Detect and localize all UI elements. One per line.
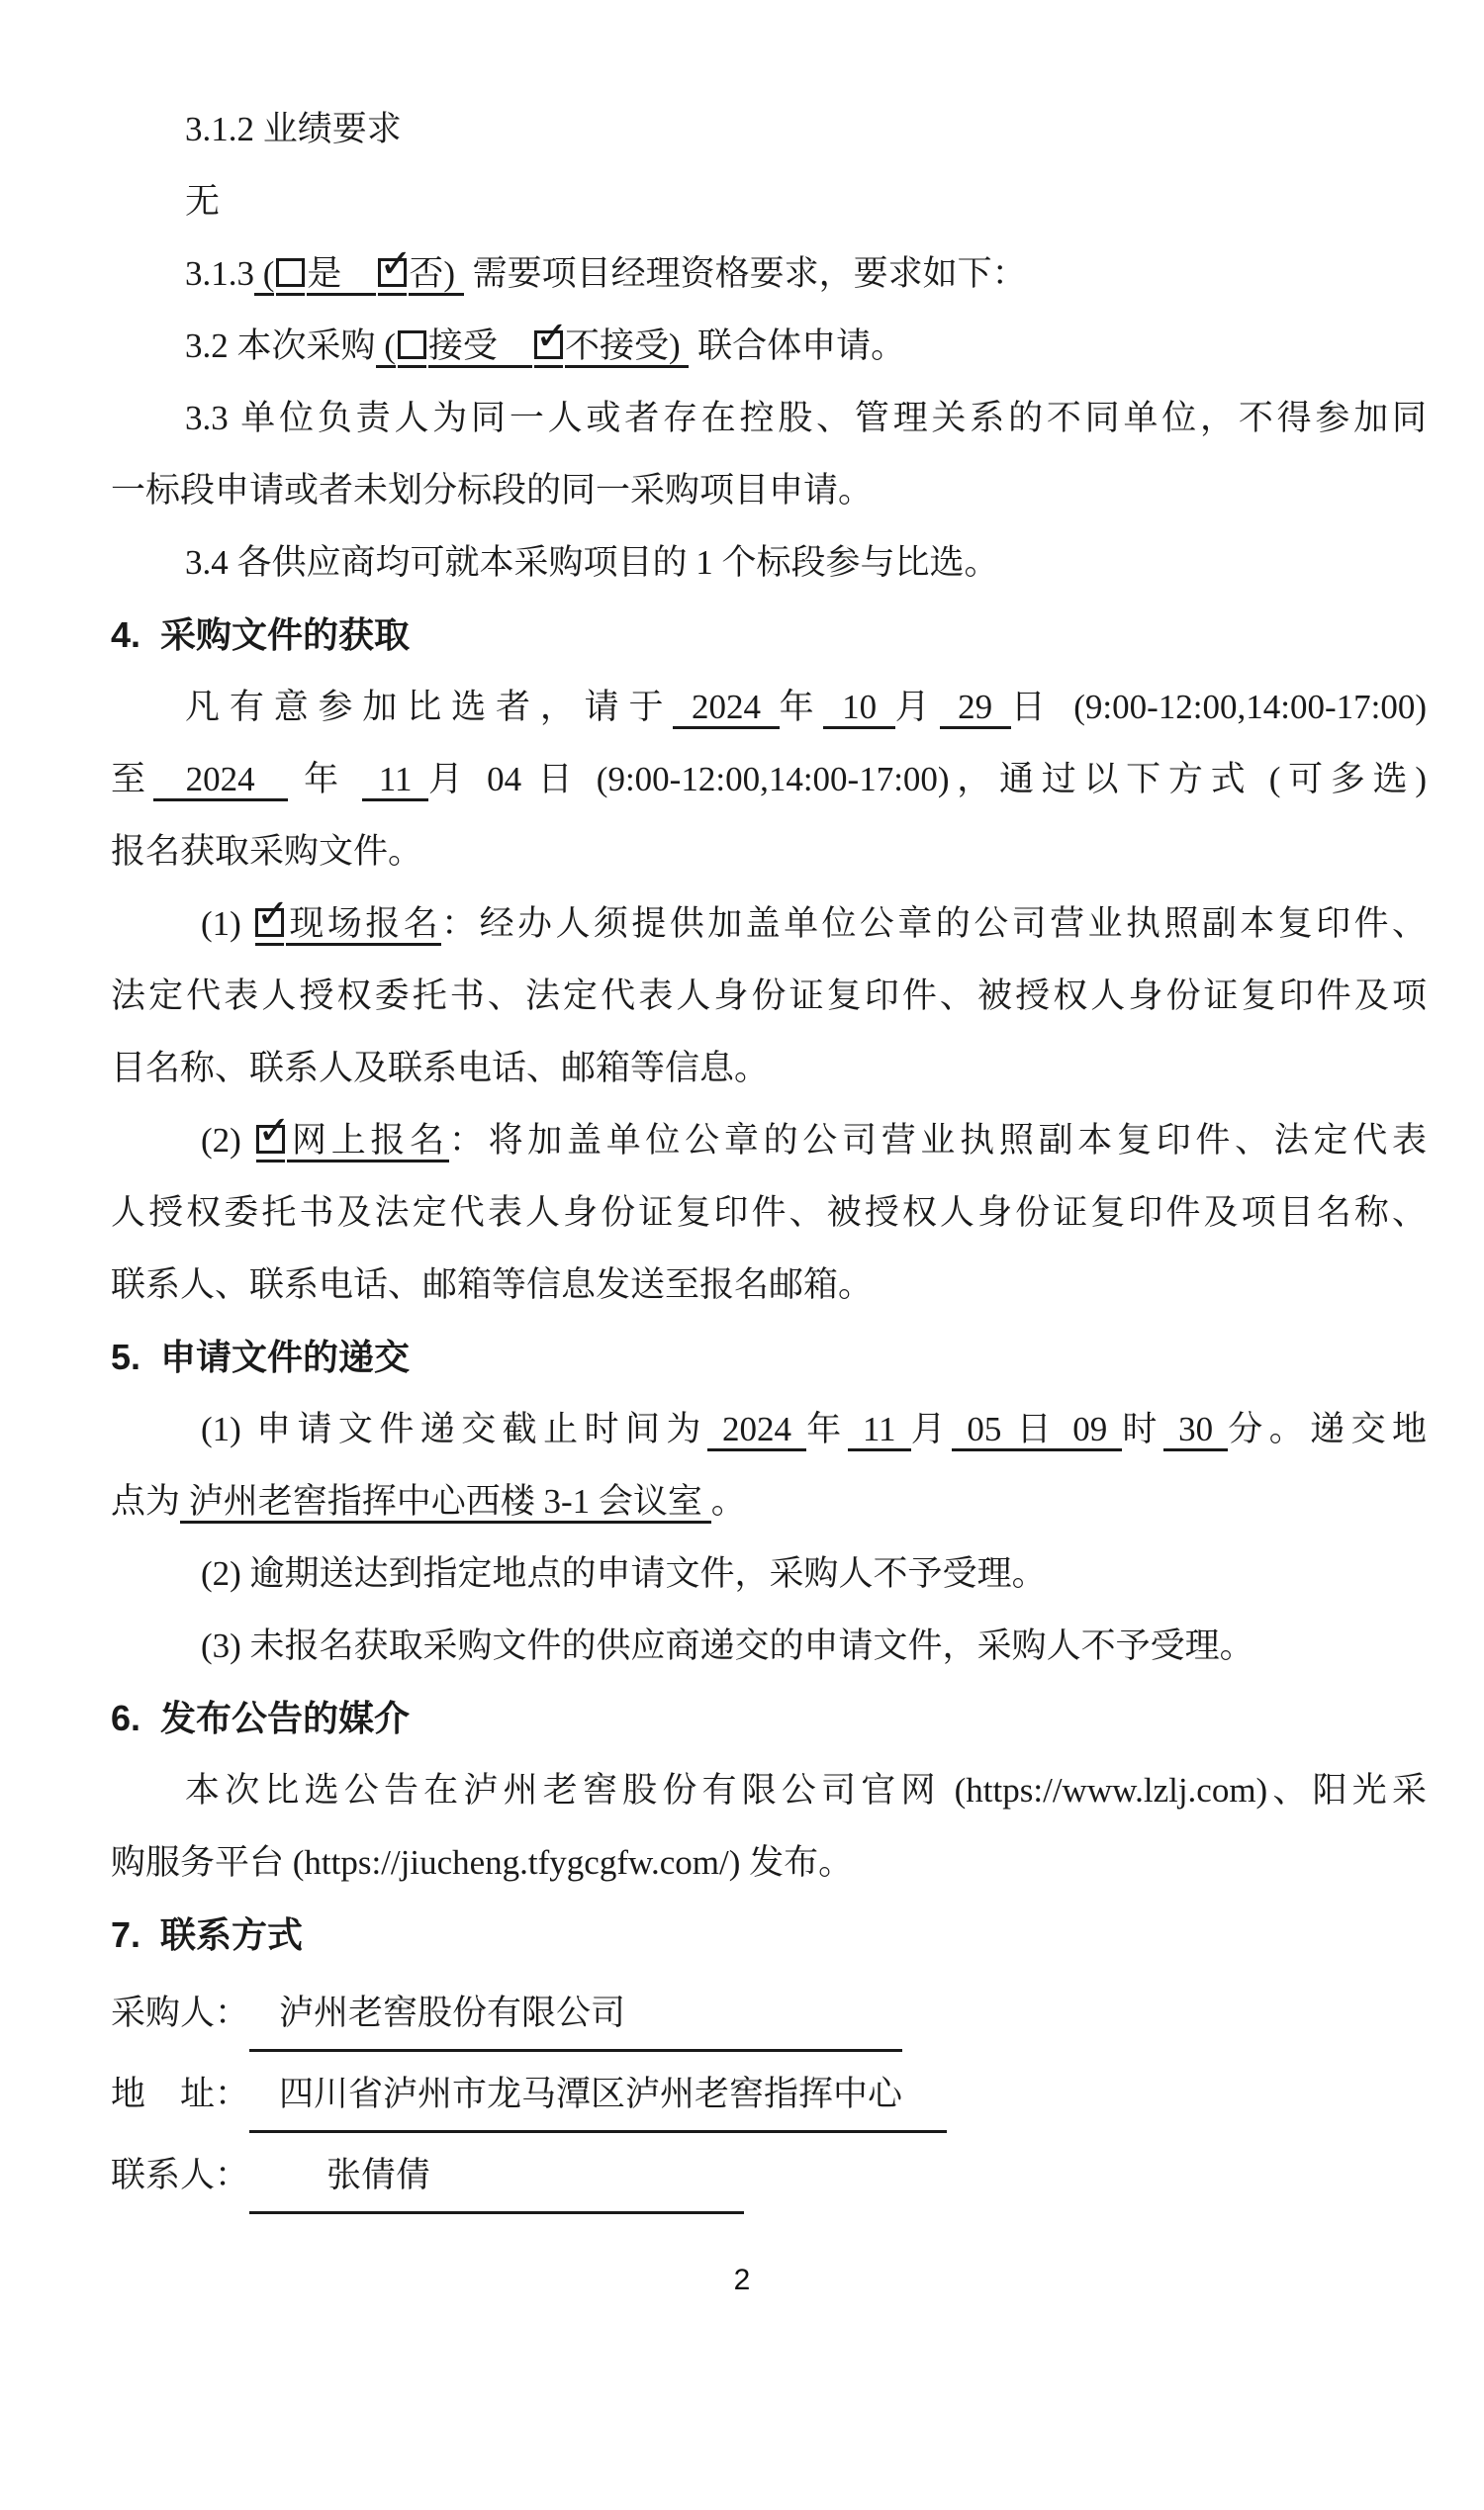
text-segment: 2024 (153, 760, 288, 801)
text-segment: 月 (894, 688, 940, 726)
clause-3-3-line-1 (111, 382, 1427, 454)
text-segment: 联系人： (111, 2156, 250, 2194)
checkbox-wrap (256, 1108, 291, 1162)
text-segment: ( (254, 254, 274, 296)
text-segment: 网上报名 (287, 1121, 449, 1162)
heading-7 (111, 1899, 1427, 1971)
text-segment: ：经办人须提供加盖单位公章的公司营业执照副本复印件、 (441, 904, 1427, 943)
text-segment: 报名获取采购文件。 (111, 832, 423, 871)
text-segment: 30 (1163, 1410, 1228, 1451)
checkbox-checked-icon (256, 1108, 291, 1154)
text-segment: 3.3 单位负责人为同一人或者存在控股、管理关系的不同单位，不得参加同 (185, 399, 1427, 437)
checkbox-wrap (276, 254, 305, 296)
text-segment: 分。递交地 (1228, 1410, 1428, 1448)
text-segment: 29 (940, 688, 1011, 729)
text-segment: 。 (710, 1482, 746, 1521)
item-5-3 (111, 1610, 1427, 1682)
text-segment: 接受 (428, 326, 532, 368)
contact-purchaser (111, 1977, 1427, 2052)
check-mark-glyph: ✓ (534, 314, 569, 359)
check-mark-glyph: ✓ (379, 241, 413, 287)
checkbox-checked-icon (534, 314, 569, 359)
text-segment: 11 (362, 760, 428, 801)
text-segment: 凡有意参加比选者，请于 (185, 688, 674, 726)
text-segment: ( (376, 326, 396, 368)
item-4-1-line-3 (111, 1032, 1427, 1104)
checkbox-wrap (534, 314, 569, 368)
text-segment: 联系人、联系电话、邮箱等信息发送至报名邮箱。 (111, 1265, 874, 1304)
item-5-1-line-2 (111, 1465, 1427, 1537)
checkbox-unchecked-icon (276, 258, 305, 287)
check-mark-glyph: ✓ (256, 891, 290, 937)
text-segment: 3.2 本次采购 (185, 326, 376, 365)
page-number: 2 (733, 2264, 751, 2296)
heading-4 (111, 599, 1427, 671)
text-segment: 地 址： (111, 2075, 250, 2113)
para-4-line-3 (111, 815, 1427, 887)
text-segment: 7. 联系方式 (111, 1914, 304, 1955)
text-segment: 是 (307, 254, 376, 296)
text-segment: 本次比选公告在泸州老窖股份有限公司官网 (https://www.lzlj.com)、阳光采 (185, 1771, 1427, 1810)
contact-person (111, 2139, 1427, 2214)
clause-3-1-2-value (111, 165, 1427, 237)
para-4-line-2 (111, 743, 1427, 815)
text-segment: 泸州老窖指挥中心西楼 3-1 会议室 (180, 1482, 711, 1524)
item-4-2-line-1 (111, 1104, 1427, 1176)
text-segment: 采购人： (111, 1994, 250, 2032)
text-segment: 4. 采购文件的获取 (111, 614, 411, 655)
heading-5 (111, 1321, 1427, 1393)
text-segment: 无 (185, 182, 221, 221)
heading-6 (111, 1682, 1427, 1754)
checkbox-wrap (378, 241, 413, 296)
checkbox-checked-icon (378, 241, 413, 287)
text-segment: 日 (9:00-12:00,14:00-17:00) (1010, 688, 1427, 726)
text-segment: 时 (1122, 1410, 1163, 1448)
checkbox-checked-icon (255, 891, 290, 937)
item-4-1-line-1 (111, 887, 1427, 960)
text-segment: (2) 逾期送达到指定地点的申请文件，采购人不予受理。 (201, 1554, 1047, 1593)
text-segment: (2) (201, 1121, 255, 1160)
text-segment: 2024 (673, 688, 779, 729)
underline-field-value: 四川省泸州市龙马潭区泸州老窖指挥中心 (249, 2058, 947, 2133)
checkbox-wrap (255, 891, 290, 946)
underline-field-value: 张倩倩 (249, 2139, 744, 2214)
clause-3-1-3 (111, 237, 1427, 310)
text-segment: 3.1.3 (185, 254, 254, 293)
clause-3-2 (111, 310, 1427, 382)
text-segment: 3.1.2 业绩要求 (185, 110, 402, 148)
text-segment: 否) (409, 254, 463, 296)
item-4-1-line-2 (111, 960, 1427, 1032)
text-segment: 购服务平台 (https://jiucheng.tfygcgfw.com/) 发布。 (111, 1843, 854, 1882)
text-segment: 法定代表人授权委托书、法定代表人身份证复印件、被授权人身份证复印件及项 (111, 976, 1427, 1015)
text-segment: 3.4 各供应商均可就本采购项目的 1 个标段参与比选。 (185, 543, 999, 582)
text-segment: 月 04 日 (9:00-12:00,14:00-17:00)，通过以下方式 (可多选) (427, 760, 1428, 798)
clause-3-3-line-2 (111, 454, 1427, 526)
text-segment: (3) 未报名获取采购文件的供应商递交的申请文件，采购人不予受理。 (201, 1627, 1254, 1665)
text-segment: 至 (111, 760, 153, 798)
text-segment: (1) (201, 904, 253, 943)
text-segment: 年 (806, 1410, 848, 1448)
text-segment: 月 (910, 1410, 953, 1448)
text-segment: 点为 (111, 1482, 181, 1521)
clause-3-1-2 (111, 93, 1427, 165)
document-content (111, 93, 1427, 2214)
text-segment: 2024 (707, 1410, 806, 1451)
text-segment: 6. 发布公告的媒介 (111, 1698, 411, 1738)
item-4-2-line-3 (111, 1249, 1427, 1321)
text-segment: 5. 申请文件的递交 (111, 1337, 411, 1377)
checkbox-unchecked-icon (398, 330, 426, 359)
text-segment: 联合体申请。 (689, 326, 906, 365)
check-mark-glyph: ✓ (257, 1108, 291, 1154)
text-segment: 不接受) (565, 326, 689, 368)
underline-field-value: 泸州老窖股份有限公司 (249, 1977, 902, 2052)
text-segment: 目名称、联系人及联系电话、邮箱等信息。 (111, 1049, 770, 1087)
item-5-2 (111, 1537, 1427, 1610)
checkbox-wrap (398, 326, 426, 368)
text-segment: 05 日 09 (952, 1410, 1122, 1451)
text-segment: 人授权委托书及法定代表人身份证复印件、被授权人身份证复印件及项目名称、 (111, 1193, 1427, 1232)
text-segment: 年 (779, 688, 824, 726)
item-4-2-line-2 (111, 1176, 1427, 1249)
text-segment: 年 (287, 760, 363, 798)
text-segment: 需要项目经理资格要求，要求如下： (463, 254, 1027, 293)
text-segment: 11 (848, 1410, 911, 1451)
text-segment: 现场报名 (286, 904, 441, 946)
clause-3-4 (111, 526, 1427, 599)
para-4-line-1 (111, 671, 1427, 743)
text-segment: 一标段申请或者未划分标段的同一采购项目申请。 (111, 471, 874, 510)
contact-address (111, 2058, 1427, 2133)
text-segment: (1) 申请文件递交截止时间为 (201, 1410, 707, 1448)
para-6-line-1 (111, 1754, 1427, 1826)
text-segment: ：将加盖单位公章的公司营业执照副本复印件、法定代表 (448, 1121, 1427, 1160)
para-6-line-2 (111, 1826, 1427, 1899)
text-segment: 10 (823, 688, 894, 729)
item-5-1-line-1 (111, 1393, 1427, 1465)
